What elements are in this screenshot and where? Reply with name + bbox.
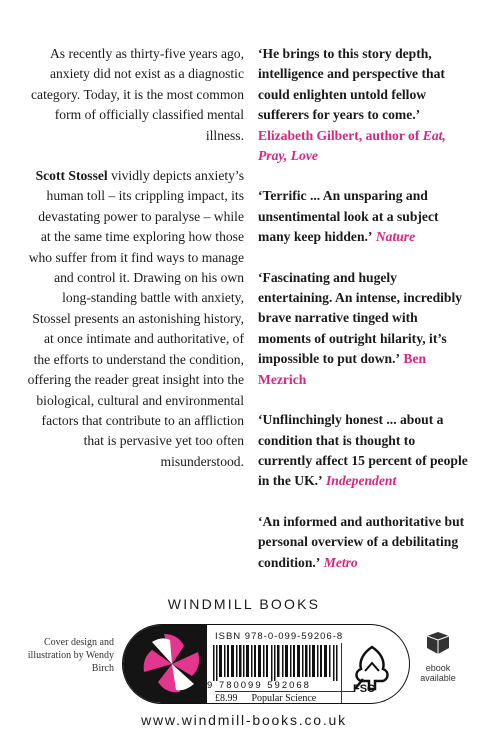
cover-credit: Cover design and illustration by Wendy Birch <box>27 637 114 674</box>
review-source: Nature <box>375 229 416 245</box>
review-quote: ‘Fascinating and hugely entertaining. An intense, incredibly brave narrative tinged with moments of outright hilarity, it’s impossible to put down.’ <box>258 269 463 367</box>
review-source: Elizabeth Gilbert, author of <box>258 127 420 143</box>
barcode-panel <box>122 624 410 704</box>
windmill-logo-icon <box>139 631 205 697</box>
blurb-column <box>26 44 244 492</box>
publisher-website[interactable]: www.windmill-books.co.uk <box>141 712 347 728</box>
review-quote: ‘Unflinchingly honest ... about a condition that is thought to currently affect 15 percent of people in the UK.’ <box>258 412 468 489</box>
ebook-badge <box>418 628 458 683</box>
isbn-label: ISBN 978-0-099-59206-8 <box>215 631 344 642</box>
blurb-paragraph-2-text: vividly depicts anxiety’s human toll – its crippling impact, its devastating power to paralyse – while at the same time exploring how those who suffer from it find ways to manage and control it. Drawing on his own long-standing battle with anxiety, Stossel presents an astonishing history, at once intimate and authoritative, of the efforts to understand the condition, offering the reader great insight into the biological, cultural and environmental factors that contribute to an affliction that is pervasive yet too often misunderstood. <box>27 168 244 469</box>
review-quote: ‘Terrific ... An unsparing and unsentimental look at a subject many keep hidden.’ <box>258 188 439 245</box>
review-source-title: Eat, Pray, Love <box>258 127 446 164</box>
blurb-paragraph-2 <box>26 166 244 472</box>
review-2 <box>258 186 468 247</box>
barcode-bars <box>213 645 339 681</box>
ebook-label: ebook available <box>420 663 456 683</box>
review-source: Ben Mezrich <box>258 351 427 387</box>
publisher-name: WINDMILL BOOKS <box>167 596 321 612</box>
review-4 <box>258 410 468 492</box>
fsc-label: FSC <box>353 683 375 695</box>
review-source: Metro <box>323 554 358 570</box>
category: Popular Science <box>251 693 317 704</box>
divider <box>341 643 342 704</box>
price-row <box>215 691 355 704</box>
ebook-icon <box>423 628 453 658</box>
blurb-paragraph-1: As recently as thirty-five years ago, anxiety did not exist as a diagnostic category. Today, it is the most common form of officially classified mental illness. <box>31 46 244 143</box>
review-1 <box>258 44 468 166</box>
review-quote: ‘He brings to this story depth, intelligence and perspective that could enlighten untold fellow sufferers for years to come.’ <box>258 46 445 123</box>
reviews-column <box>258 44 468 593</box>
author-name: Scott Stossel <box>35 168 108 184</box>
price: £8.99 <box>215 693 238 704</box>
barcode-digits: 9 780099 592068 <box>207 680 311 691</box>
review-3 <box>258 268 468 390</box>
review-source: Independent <box>325 473 397 489</box>
review-5 <box>258 512 468 573</box>
review-quote: ‘An informed and authoritative but personal overview of a debilitating condition.’ <box>258 513 465 570</box>
